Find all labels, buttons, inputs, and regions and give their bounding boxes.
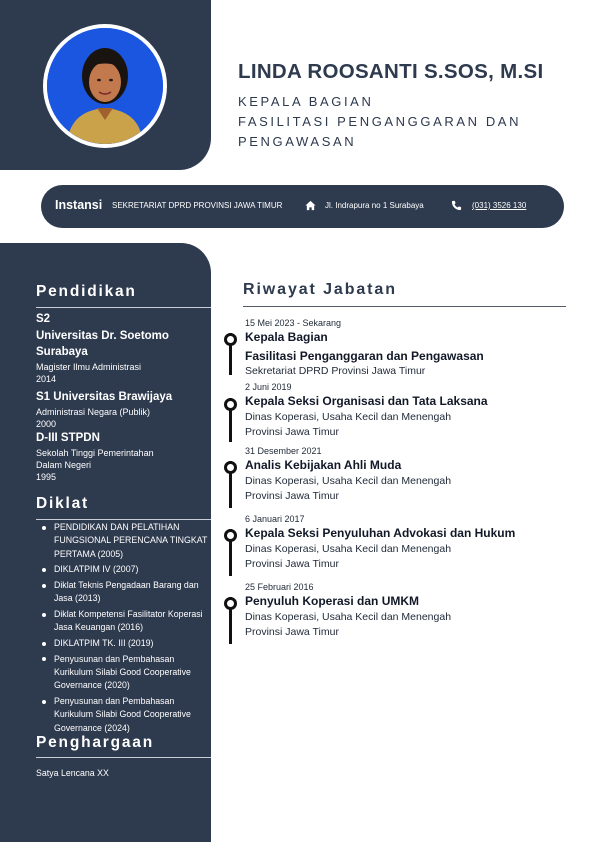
section-divider xyxy=(36,757,211,758)
role-line: FASILITASI PENGANGGARAN DAN xyxy=(238,114,522,129)
timeline-node xyxy=(224,597,237,610)
education-year: 1995 xyxy=(36,471,57,482)
job-organization: Dinas Koperasi, Usaha Kecil dan Menengah xyxy=(245,410,452,423)
phone-icon xyxy=(451,200,462,211)
job-organization: Dinas Koperasi, Usaha Kecil dan Menengah xyxy=(245,610,452,623)
job-date: 6 Januari 2017 xyxy=(245,514,305,524)
list-item xyxy=(40,608,210,635)
list-item xyxy=(40,695,210,735)
education-school: Surabaya xyxy=(36,346,88,358)
list-item xyxy=(40,637,210,650)
person-name: LINDA ROOSANTI S.SOS, M.SI xyxy=(238,60,544,83)
job-organization: Sekretariat DPRD Provinsi Jawa Timur xyxy=(245,365,426,377)
list-item xyxy=(40,563,210,576)
job-entry xyxy=(245,317,570,379)
education-detail: Magister Ilmu Administrasi xyxy=(36,361,142,372)
profile-photo xyxy=(47,28,163,144)
job-role xyxy=(238,92,568,152)
job-title: Kepala Seksi Penyuluhan Advokasi dan Hukum xyxy=(245,526,516,540)
job-entry xyxy=(245,581,570,640)
job-organization: Provinsi Jawa Timur xyxy=(245,557,339,570)
role-line: PENGAWASAN xyxy=(238,134,357,149)
list-item xyxy=(40,521,210,561)
bullet-icon xyxy=(42,700,46,704)
bullet-icon xyxy=(42,657,46,661)
bullet-icon xyxy=(42,584,46,588)
education-detail: Sekolah Tinggi Pemerintahan xyxy=(36,447,154,458)
job-title: Kepala Seksi Organisasi dan Tata Laksana xyxy=(245,394,488,408)
job-organization: Dinas Koperasi, Usaha Kecil dan Menengah xyxy=(245,474,452,487)
education-year: 2000 xyxy=(36,418,57,429)
bullet-icon xyxy=(42,613,46,617)
education-school: Universitas Dr. Soetomo xyxy=(36,329,169,342)
job-date: 15 Mei 2023 - Sekarang xyxy=(245,318,342,328)
job-title: Penyuluh Koperasi dan UMKM xyxy=(245,594,420,608)
bullet-icon xyxy=(42,642,46,646)
section-title-diklat: Diklat xyxy=(36,495,90,512)
education-item xyxy=(36,389,206,430)
job-date: 31 Desember 2021 xyxy=(245,446,322,456)
diklat-item-text: Diklat Kompetensi Fasilitator Koperasi Jasa Keuangan (2016) xyxy=(54,609,203,633)
education-school: S1 Universitas Brawijaya xyxy=(36,391,173,403)
job-organization: Dinas Koperasi, Usaha Kecil dan Menengah xyxy=(245,542,452,555)
sidebar xyxy=(0,243,211,842)
section-title-penghargaan: Penghargaan xyxy=(36,734,154,751)
section-title-pendidikan: Pendidikan xyxy=(36,283,137,300)
education-item xyxy=(36,430,206,483)
diklat-item-text: Diklat Teknis Pengadaan Barang dan Jasa (2013) xyxy=(54,580,199,604)
diklat-item-text: Penyusunan dan Pembahasan Kurikulum Silabi Good Cooperative Governance (2024) xyxy=(54,696,191,733)
job-date: 2 Juni 2019 xyxy=(245,382,292,392)
list-item xyxy=(40,579,210,606)
diklat-item-text: Penyusunan dan Pembahasan Kurikulum Silabi Good Cooperative Governance (2020) xyxy=(54,653,191,691)
award-text: Satya Lencana XX xyxy=(36,768,109,778)
timeline-node xyxy=(224,529,237,542)
education-detail: Administrasi Negara (Publik) xyxy=(36,406,151,417)
instansi-phone-link[interactable]: (031) 3526 130 xyxy=(472,201,527,210)
timeline-node xyxy=(224,461,237,474)
education-detail: Dalam Negeri xyxy=(36,459,92,470)
timeline-node xyxy=(224,398,237,411)
timeline-node xyxy=(224,333,237,346)
instansi-label: Instansi xyxy=(55,198,103,212)
diklat-item-text: DIKLATPIM IV (2007) xyxy=(54,564,139,575)
job-entry xyxy=(245,381,570,440)
instansi-address: Jl. Indrapura no 1 Surabaya xyxy=(325,201,424,210)
diklat-item-text: DIKLATPIM TK. III (2019) xyxy=(54,638,154,648)
education-year: 2014 xyxy=(36,373,57,384)
list-item xyxy=(40,653,210,693)
instansi-bar xyxy=(41,185,564,228)
header-panel xyxy=(0,0,211,170)
education-school: D-III STPDN xyxy=(36,432,100,444)
job-entry xyxy=(245,445,570,504)
section-divider xyxy=(36,519,211,520)
avatar xyxy=(43,24,167,148)
instansi-name: SEKRETARIAT DPRD PROVINSI JAWA TIMUR xyxy=(112,201,283,210)
job-title: Fasilitasi Penganggaran dan Pengawasan xyxy=(245,348,484,363)
job-organization: Provinsi Jawa Timur xyxy=(245,425,339,438)
section-title-riwayat-jabatan: Riwayat Jabatan xyxy=(243,281,397,298)
job-entry xyxy=(245,513,570,572)
job-title: Kepala Bagian xyxy=(245,330,328,344)
job-title: Analis Kebijakan Ahli Muda xyxy=(245,458,402,472)
role-line: KEPALA BAGIAN xyxy=(238,94,374,109)
job-organization: Provinsi Jawa Timur xyxy=(245,489,339,502)
education-degree: S2 xyxy=(36,313,51,325)
job-date: 25 Februari 2016 xyxy=(245,582,314,592)
section-divider xyxy=(243,306,566,307)
section-divider xyxy=(36,307,211,308)
diklat-item-text: PENDIDIKAN DAN PELATIHAN FUNGSIONAL PERENCANA TINGKAT PERTAMA (2005) xyxy=(54,522,208,559)
bullet-icon xyxy=(42,568,46,572)
home-icon xyxy=(305,200,316,211)
job-organization: Provinsi Jawa Timur xyxy=(245,625,339,638)
education-item xyxy=(36,311,206,385)
diklat-list xyxy=(40,521,210,737)
bullet-icon xyxy=(42,526,46,530)
